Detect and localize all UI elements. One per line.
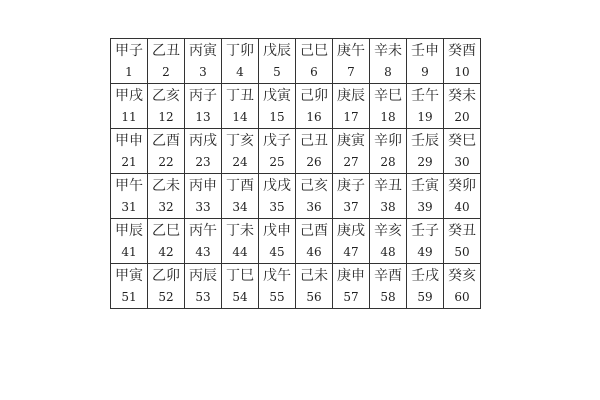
ganzhi-label: 己酉 [300, 223, 328, 239]
cycle-number: 49 [417, 245, 433, 259]
ganzhi-label: 甲午 [115, 178, 143, 194]
ganzhi-label: 壬戌 [411, 268, 439, 284]
cycle-number: 28 [380, 155, 396, 169]
table-cell [296, 219, 333, 264]
table-cell [259, 129, 296, 174]
cycle-number: 11 [121, 110, 137, 124]
ganzhi-label: 戊戌 [263, 178, 291, 194]
table-cell [370, 174, 407, 219]
ganzhi-label: 庚辰 [337, 88, 365, 104]
table-cell [444, 264, 481, 309]
table-cell [296, 84, 333, 129]
ganzhi-label: 丙午 [189, 223, 217, 239]
ganzhi-label: 癸亥 [448, 268, 476, 284]
ganzhi-label: 庚午 [337, 43, 365, 59]
ganzhi-label: 壬子 [411, 223, 439, 239]
cycle-number: 57 [343, 290, 359, 304]
table-cell [222, 219, 259, 264]
ganzhi-label: 甲辰 [115, 223, 143, 239]
ganzhi-label: 丙寅 [189, 43, 217, 59]
cycle-number: 47 [343, 245, 359, 259]
table-cell [370, 84, 407, 129]
table-cell [222, 129, 259, 174]
ganzhi-label: 己卯 [300, 88, 328, 104]
cycle-number: 14 [232, 110, 248, 124]
cycle-number: 12 [158, 110, 174, 124]
ganzhi-label: 壬午 [411, 88, 439, 104]
cycle-number: 7 [347, 65, 355, 79]
cycle-number: 5 [273, 65, 281, 79]
cycle-number: 20 [454, 110, 470, 124]
table-cell [185, 264, 222, 309]
ganzhi-label: 癸酉 [448, 43, 476, 59]
ganzhi-label: 丙申 [189, 178, 217, 194]
ganzhi-label: 己巳 [300, 43, 328, 59]
table-cell [259, 174, 296, 219]
cycle-number: 13 [195, 110, 211, 124]
table-body [111, 39, 481, 309]
ganzhi-label: 乙亥 [152, 88, 180, 104]
cycle-number: 8 [384, 65, 392, 79]
table-cell [111, 219, 148, 264]
table-cell [259, 39, 296, 84]
table-cell [148, 84, 185, 129]
cycle-number: 3 [199, 65, 207, 79]
ganzhi-label: 戊辰 [263, 43, 291, 59]
table-cell [185, 84, 222, 129]
cycle-number: 16 [306, 110, 322, 124]
cycle-number: 35 [269, 200, 285, 214]
ganzhi-label: 丁未 [226, 223, 254, 239]
table-row [111, 174, 481, 219]
cycle-number: 22 [158, 155, 174, 169]
ganzhi-label: 丙辰 [189, 268, 217, 284]
table-row [111, 219, 481, 264]
table-cell [407, 174, 444, 219]
cycle-number: 36 [306, 200, 322, 214]
table-cell [222, 39, 259, 84]
cycle-number: 54 [232, 290, 248, 304]
table-cell [333, 39, 370, 84]
table-cell [444, 84, 481, 129]
ganzhi-label: 己丑 [300, 133, 328, 149]
table-cell [111, 39, 148, 84]
cycle-number: 4 [236, 65, 244, 79]
ganzhi-label: 乙未 [152, 178, 180, 194]
table-cell [296, 264, 333, 309]
cycle-number: 43 [195, 245, 211, 259]
table-cell [222, 264, 259, 309]
ganzhi-label: 辛酉 [374, 268, 402, 284]
cycle-number: 52 [158, 290, 174, 304]
cycle-number: 55 [269, 290, 285, 304]
table-cell [333, 129, 370, 174]
cycle-number: 25 [269, 155, 285, 169]
table-cell [148, 174, 185, 219]
cycle-number: 26 [306, 155, 322, 169]
ganzhi-label: 壬寅 [411, 178, 439, 194]
ganzhi-label: 癸未 [448, 88, 476, 104]
cycle-number: 59 [417, 290, 433, 304]
cycle-number: 31 [121, 200, 137, 214]
cycle-number: 37 [343, 200, 359, 214]
ganzhi-label: 戊午 [263, 268, 291, 284]
ganzhi-label: 乙酉 [152, 133, 180, 149]
ganzhi-label: 庚申 [337, 268, 365, 284]
cycle-number: 10 [454, 65, 470, 79]
cycle-number: 48 [380, 245, 396, 259]
table-cell [111, 84, 148, 129]
table-cell [333, 264, 370, 309]
table-cell [259, 219, 296, 264]
table-cell [370, 39, 407, 84]
ganzhi-label: 丙戌 [189, 133, 217, 149]
ganzhi-label: 甲子 [115, 43, 143, 59]
cycle-number: 17 [343, 110, 359, 124]
cycle-number: 34 [232, 200, 248, 214]
cycle-number: 9 [421, 65, 429, 79]
cycle-number: 51 [121, 290, 137, 304]
table-row [111, 264, 481, 309]
table-cell [148, 264, 185, 309]
cycle-number: 46 [306, 245, 322, 259]
ganzhi-label: 壬申 [411, 43, 439, 59]
ganzhi-label: 壬辰 [411, 133, 439, 149]
table-cell [444, 219, 481, 264]
cycle-number: 53 [195, 290, 211, 304]
table-cell [259, 264, 296, 309]
ganzhi-label: 乙巳 [152, 223, 180, 239]
ganzhi-label: 丙子 [189, 88, 217, 104]
table-cell [296, 174, 333, 219]
table-cell [407, 84, 444, 129]
table-cell [148, 219, 185, 264]
table-cell [333, 174, 370, 219]
sexagenary-cycle-table-container [110, 38, 481, 309]
cycle-number: 33 [195, 200, 211, 214]
table-row [111, 129, 481, 174]
table-cell [333, 219, 370, 264]
cycle-number: 2 [162, 65, 170, 79]
ganzhi-label: 癸丑 [448, 223, 476, 239]
cycle-number: 24 [232, 155, 248, 169]
cycle-number: 15 [269, 110, 285, 124]
table-cell [296, 129, 333, 174]
ganzhi-label: 戊寅 [263, 88, 291, 104]
ganzhi-label: 甲寅 [115, 268, 143, 284]
cycle-number: 23 [195, 155, 211, 169]
ganzhi-label: 庚子 [337, 178, 365, 194]
ganzhi-label: 戊申 [263, 223, 291, 239]
table-cell [185, 129, 222, 174]
cycle-number: 29 [417, 155, 433, 169]
ganzhi-label: 庚寅 [337, 133, 365, 149]
ganzhi-label: 甲戌 [115, 88, 143, 104]
table-cell [370, 219, 407, 264]
ganzhi-label: 丁卯 [226, 43, 254, 59]
ganzhi-label: 己亥 [300, 178, 328, 194]
ganzhi-label: 丁丑 [226, 88, 254, 104]
table-row [111, 84, 481, 129]
cycle-number: 44 [232, 245, 248, 259]
ganzhi-label: 辛卯 [374, 133, 402, 149]
table-cell [444, 129, 481, 174]
cycle-number: 27 [343, 155, 359, 169]
table-cell [444, 39, 481, 84]
ganzhi-label: 辛亥 [374, 223, 402, 239]
table-row [111, 39, 481, 84]
ganzhi-label: 庚戌 [337, 223, 365, 239]
ganzhi-label: 己未 [300, 268, 328, 284]
ganzhi-label: 癸巳 [448, 133, 476, 149]
ganzhi-label: 丁亥 [226, 133, 254, 149]
table-cell [407, 39, 444, 84]
table-cell [185, 219, 222, 264]
cycle-number: 60 [454, 290, 470, 304]
table-cell [370, 129, 407, 174]
cycle-number: 21 [121, 155, 137, 169]
table-cell [407, 264, 444, 309]
table-cell [111, 174, 148, 219]
cycle-number: 41 [121, 245, 137, 259]
cycle-number: 18 [380, 110, 396, 124]
ganzhi-label: 辛巳 [374, 88, 402, 104]
table-cell [407, 129, 444, 174]
sexagenary-cycle-table [110, 38, 481, 309]
table-cell [370, 264, 407, 309]
table-cell [185, 174, 222, 219]
cycle-number: 32 [158, 200, 174, 214]
ganzhi-label: 辛未 [374, 43, 402, 59]
ganzhi-label: 乙卯 [152, 268, 180, 284]
cycle-number: 6 [310, 65, 318, 79]
table-cell [111, 129, 148, 174]
table-cell [185, 39, 222, 84]
ganzhi-label: 癸卯 [448, 178, 476, 194]
cycle-number: 50 [454, 245, 470, 259]
ganzhi-label: 丁巳 [226, 268, 254, 284]
table-cell [148, 39, 185, 84]
table-cell [444, 174, 481, 219]
ganzhi-label: 戊子 [263, 133, 291, 149]
ganzhi-label: 乙丑 [152, 43, 180, 59]
table-cell [296, 39, 333, 84]
ganzhi-label: 甲申 [115, 133, 143, 149]
table-cell [407, 219, 444, 264]
table-cell [259, 84, 296, 129]
cycle-number: 39 [417, 200, 433, 214]
ganzhi-label: 丁酉 [226, 178, 254, 194]
ganzhi-label: 辛丑 [374, 178, 402, 194]
table-cell [222, 174, 259, 219]
cycle-number: 45 [269, 245, 285, 259]
cycle-number: 42 [158, 245, 174, 259]
table-cell [111, 264, 148, 309]
cycle-number: 38 [380, 200, 396, 214]
table-cell [148, 129, 185, 174]
table-cell [333, 84, 370, 129]
cycle-number: 30 [454, 155, 470, 169]
cycle-number: 19 [417, 110, 433, 124]
table-cell [222, 84, 259, 129]
cycle-number: 58 [380, 290, 396, 304]
cycle-number: 40 [454, 200, 470, 214]
cycle-number: 1 [125, 65, 133, 79]
cycle-number: 56 [306, 290, 322, 304]
